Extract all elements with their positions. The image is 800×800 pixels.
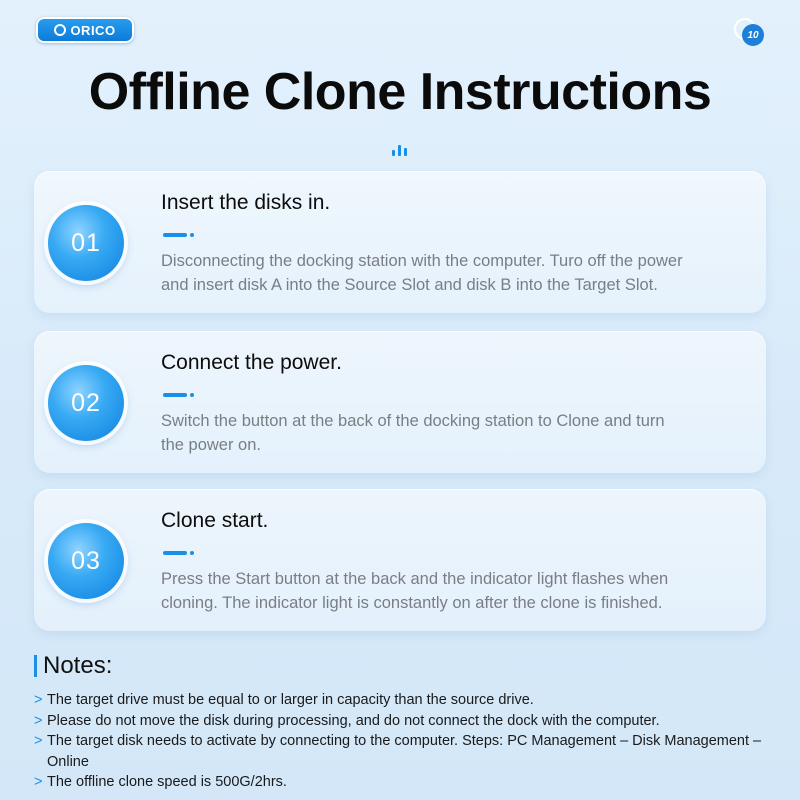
badge-number: 10: [742, 24, 764, 46]
notes-title: Notes:: [43, 652, 113, 679]
brand-name: ORICO: [70, 22, 116, 38]
step-card-2: [34, 331, 766, 473]
step-number-circle: [48, 365, 124, 441]
orico-ring-icon: [54, 24, 66, 36]
step-number: 03: [71, 546, 101, 575]
step-number: 01: [71, 228, 101, 257]
title-bars-icon: [392, 144, 408, 156]
step-description-line: cloning. The indicator light is constantly on after the clone is finished.: [161, 594, 663, 612]
notes-heading: [34, 652, 112, 680]
chevron-right-icon: >: [34, 692, 43, 708]
step-description-line: and insert disk A into the Source Slot and disk B into the Target Slot.: [161, 276, 658, 294]
note-text: The target drive must be equal to or larger in capacity than the source drive.: [47, 692, 534, 708]
brand-logo: [36, 17, 134, 43]
chevron-right-icon: >: [34, 774, 43, 790]
step-description-line: Press the Start button at the back and the indicator light flashes when: [161, 570, 669, 588]
dash-divider-icon: [163, 393, 195, 397]
step-heading: Connect the power.: [161, 351, 342, 374]
page-number-badge: [734, 18, 764, 48]
step-heading: Insert the disks in.: [161, 191, 331, 214]
dash-divider-icon: [163, 233, 195, 237]
note-item: [34, 711, 774, 732]
chevron-right-icon: >: [34, 712, 43, 729]
step-description-line: the power on.: [161, 436, 261, 454]
step-card-1: [34, 171, 766, 313]
dash-divider-icon: [163, 551, 195, 555]
note-text: The offline clone speed is 500G/2hrs.: [47, 774, 287, 790]
notes-list: [34, 690, 774, 793]
note-text: Please do not move the disk during processing, and do not connect the dock with the computer.: [47, 712, 660, 729]
notes-accent-bar: [34, 655, 37, 677]
note-item: [34, 690, 774, 711]
note-text: The target disk needs to activate by connecting to the computer. Steps: PC Management – Disk Management – Online: [47, 733, 762, 770]
step-description: [161, 409, 757, 457]
step-heading: Clone start.: [161, 509, 269, 532]
step-description: [161, 567, 757, 615]
note-item: [34, 731, 774, 772]
note-item: [34, 772, 774, 793]
step-card-3: [34, 489, 766, 631]
step-number-circle: [48, 205, 124, 281]
step-description-line: Disconnecting the docking station with the computer. Turo off the power: [161, 252, 683, 270]
step-number-circle: [48, 523, 124, 599]
chevron-right-icon: >: [34, 733, 43, 749]
step-number: 02: [71, 388, 101, 417]
step-description-line: Switch the button at the back of the docking station to Clone and turn: [161, 412, 665, 430]
step-description: [161, 249, 757, 297]
page-title: Offline Clone Instructions: [88, 63, 712, 121]
